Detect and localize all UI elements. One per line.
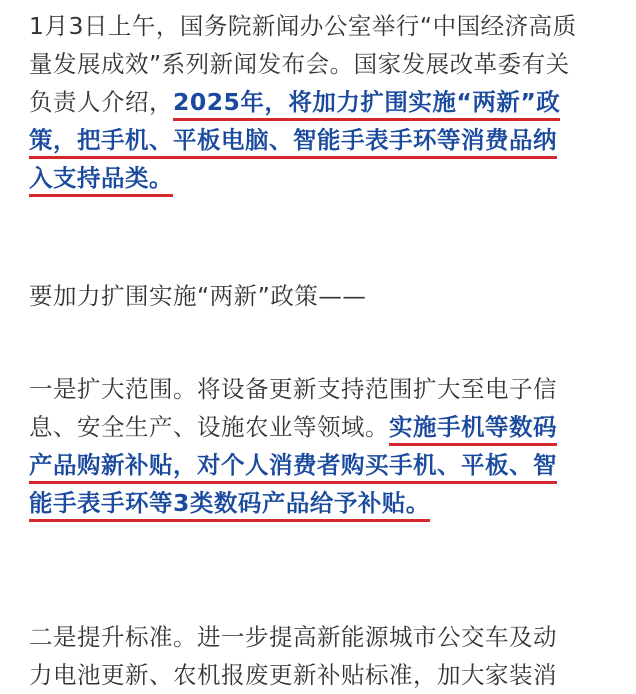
text-line: 一是扩大范围。将设备更新支持范围扩大至电子信 — [29, 375, 557, 403]
text-line — [29, 484, 609, 522]
highlighted-text: 2025年，将加力扩围实施“两新”政 — [173, 88, 560, 121]
paragraph-policy-heading — [29, 277, 609, 315]
text-line — [29, 446, 609, 484]
text-line: 二是提升标准。进一步提高新能源城市公交车及动 — [29, 623, 557, 651]
text-segment: 负责人介绍， — [29, 88, 173, 116]
highlighted-text: 策，把手机、平板电脑、智能手表手环等消费品纳 — [29, 126, 557, 159]
text-line: 要加力扩围实施“两新”政策—— — [29, 282, 367, 310]
highlighted-text: 实施手机等数码 — [389, 413, 557, 446]
text-line — [29, 83, 609, 121]
text-segment: 息、安全生产、设施农业等领域。 — [29, 413, 389, 441]
text-line: 1月3日上午，国务院新闻办公室举行“中国经济高质 — [29, 12, 577, 40]
text-line — [29, 121, 609, 159]
paragraph-point-one — [29, 370, 609, 522]
text-line — [29, 159, 609, 197]
highlighted-text: 入支持品类。 — [29, 164, 173, 197]
highlighted-text: 产品购新补贴，对个人消费者购买手机、平板、智 — [29, 451, 557, 484]
paragraph-intro — [29, 7, 609, 197]
highlighted-text: 能手表手环等3类数码产品给予补贴。 — [29, 489, 430, 522]
text-line: 量发展成效”系列新闻发布会。国家发展改革委有关 — [29, 50, 570, 78]
text-line — [29, 408, 609, 446]
paragraph-point-two — [29, 618, 609, 694]
text-line: 力电池更新、农机报废更新补贴标准，加大家装消 — [29, 661, 557, 689]
